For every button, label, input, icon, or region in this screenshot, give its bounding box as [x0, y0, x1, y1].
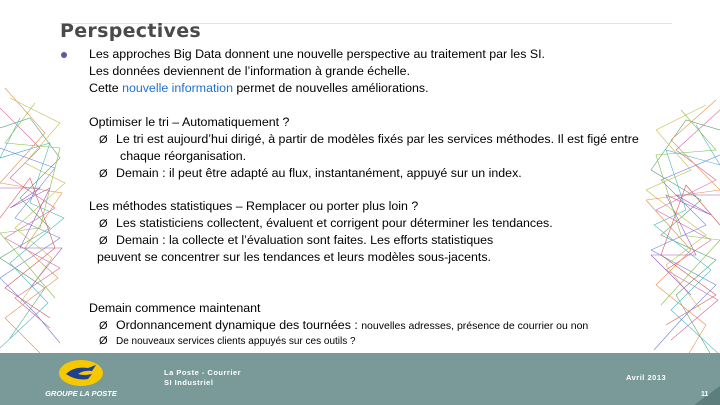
arrow-bullet-icon: Ø — [99, 168, 108, 180]
section2-continuation: peuvent se concentrer sur les tendances et leurs modèles sous-jacents. — [97, 250, 491, 264]
section3-bullet-2-text: De nouveaux services clients appuyés sur ces outils ? — [116, 336, 356, 347]
section3-bullet-1-detail: nouvelles adresses, présence de courrier ou non — [361, 320, 589, 332]
section2-bullet-1-text: Les statisticiens collectent, évaluent et corrigent pour déterminer les tendances. — [116, 216, 553, 230]
page-number: 11 — [701, 391, 709, 398]
logo-text: GROUPE LA POSTE — [45, 389, 117, 398]
footer-org — [164, 368, 241, 388]
section2-bullet-2 — [99, 232, 493, 250]
section2-bullet-1 — [99, 215, 553, 233]
section3-bullet-2 — [99, 333, 356, 350]
arrow-bullet-icon: Ø — [99, 235, 108, 247]
footer-org-line-1: La Poste - Courrier — [164, 368, 242, 377]
network-graph-left-decoration — [0, 88, 66, 358]
network-graph-right-decoration — [646, 100, 720, 380]
section1-bullet-2-text: Demain : il peut être adapté au flux, instantanément, appuyé sur un index. — [116, 166, 522, 180]
intro-line-3-suffix: permet de nouvelles améliorations. — [232, 81, 429, 95]
intro-line-3 — [89, 80, 429, 97]
section3-bullet-1-text: Ordonnancement dynamique des tournées : — [116, 318, 362, 332]
la-poste-logo — [22, 357, 140, 401]
section3-heading: Demain commence maintenant — [89, 301, 261, 315]
section1-bullet-2 — [99, 165, 522, 183]
bullet-dot — [61, 52, 67, 58]
arrow-bullet-icon: Ø — [99, 320, 108, 332]
slide-title: Perspectives — [60, 20, 202, 42]
section1-bullet-1 — [99, 131, 639, 149]
arrow-bullet-icon: Ø — [99, 134, 108, 146]
section2-heading: Les méthodes statistiques – Remplacer ou porter plus loin ? — [89, 199, 419, 213]
footer-date: Avril 2013 — [626, 373, 667, 382]
arrow-bullet-icon: Ø — [99, 335, 108, 347]
intro-highlight: nouvelle information — [122, 81, 233, 95]
section1-bullet-1-continuation: chaque réorganisation. — [120, 149, 247, 163]
section1-heading: Optimiser le tri – Automatiquement ? — [89, 115, 290, 129]
intro-line-3-prefix: Cette — [89, 81, 123, 95]
intro-line-1: Les approches Big Data donnent une nouvelle perspective au traitement par les SI. — [89, 47, 545, 61]
intro-line-2: Les données deviennent de l’information à grande échelle. — [89, 64, 411, 78]
footer-org-line-2: SI Industriel — [164, 378, 214, 387]
section2-bullet-2-text: Demain : la collecte et l’évaluation sont faites. Les efforts statistiques — [116, 233, 494, 247]
arrow-bullet-icon: Ø — [99, 218, 108, 230]
section1-bullet-1-text: Le tri est aujourd’hui dirigé, à partir de modèles fixés par les services méthodes. Il est figé entre — [116, 132, 639, 146]
